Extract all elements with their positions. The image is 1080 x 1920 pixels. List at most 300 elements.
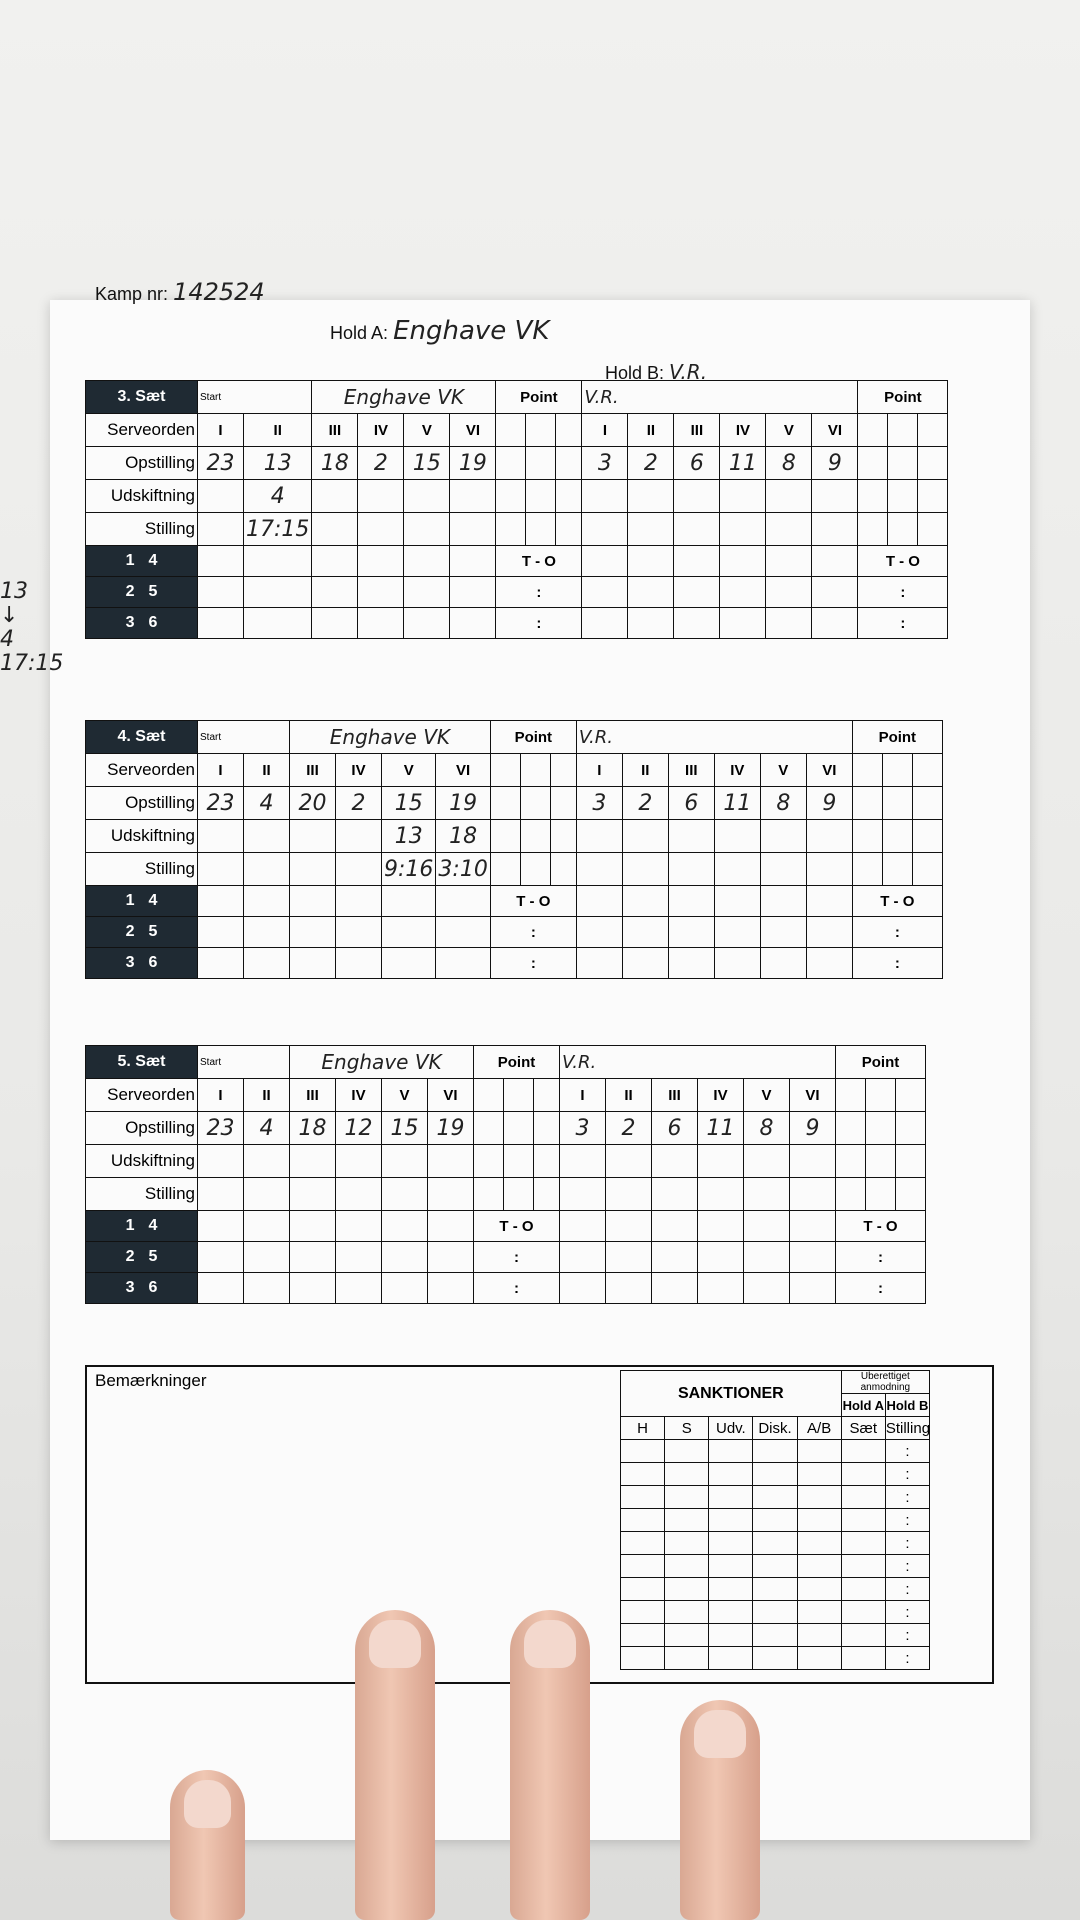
- serve-tick-cell: [806, 917, 852, 948]
- point-tally-cell: [852, 787, 882, 820]
- team-b-label: Hold B:: [605, 363, 665, 383]
- serve-tick-cell: [428, 1273, 474, 1304]
- team-a-score-cell: 9:16: [382, 853, 436, 886]
- sanctions-column-header: S: [665, 1417, 709, 1440]
- team-a-lineup-cell: 23: [198, 787, 244, 820]
- sanctions-cell: [841, 1509, 885, 1532]
- serve-tick-cell: [790, 1273, 836, 1304]
- rotation-numeral: I: [576, 754, 622, 787]
- point-tally-cell: [866, 1145, 896, 1178]
- point-tally-cell: [852, 754, 882, 787]
- sanctions-cell: :: [885, 1509, 929, 1532]
- team-b-lineup-cell: 9: [812, 447, 858, 480]
- sanctions-title: SANKTIONER: [621, 1371, 842, 1417]
- team-b-score-cell: [744, 1178, 790, 1211]
- score-sheet: [0, 278, 1030, 1840]
- serve-tick-cell: [244, 1273, 290, 1304]
- hold-a-label: Hold A: [841, 1394, 885, 1417]
- team-a-lineup-cell: 15: [382, 787, 436, 820]
- point-tally-cell: [852, 853, 882, 886]
- serve-tick-cell: [668, 948, 714, 979]
- team-a-substitution-cell: [290, 820, 336, 853]
- point-tally-cell: [490, 820, 520, 853]
- sanctions-cell: [621, 1463, 665, 1486]
- rotation-numeral: IV: [698, 1079, 744, 1112]
- team-a-substitution-cell: [198, 1145, 244, 1178]
- serve-tick-cell: [806, 886, 852, 917]
- team-a-score-cell: 17:15: [244, 513, 312, 546]
- team-a-lineup-cell: 15: [404, 447, 450, 480]
- rotation-numeral: V: [760, 754, 806, 787]
- sanctions-cell: [841, 1647, 885, 1670]
- team-b-lineup-cell: 9: [790, 1112, 836, 1145]
- sanctions-cell: [665, 1624, 709, 1647]
- sanctions-cell: [621, 1647, 665, 1670]
- timeout-cell: :: [836, 1273, 926, 1304]
- serve-tick-cell: [668, 917, 714, 948]
- serve-tick-cell: [698, 1211, 744, 1242]
- serve-tick-cell: [336, 917, 382, 948]
- team-b-lineup-cell: 2: [622, 787, 668, 820]
- serve-tick-cell: [714, 948, 760, 979]
- set-grid: [85, 720, 943, 979]
- sanctions-cell: [709, 1647, 753, 1670]
- finger: [680, 1700, 760, 1920]
- team-a-substitution-cell: [198, 820, 244, 853]
- rotation-numeral: II: [628, 414, 674, 447]
- point-tally-cell: [836, 1178, 866, 1211]
- sanctions-cell: :: [885, 1486, 929, 1509]
- serve-order-label: Serveorden: [86, 414, 198, 447]
- sanctions-cell: [841, 1601, 885, 1624]
- team-b-substitution-cell: [812, 480, 858, 513]
- point-tally-cell: [520, 820, 550, 853]
- serve-tick-cell: [560, 1242, 606, 1273]
- point-tally-cell: [534, 1079, 560, 1112]
- team-b-lineup-cell: 3: [560, 1112, 606, 1145]
- serve-round-number: 5: [148, 923, 158, 940]
- sanctions-cell: [753, 1647, 797, 1670]
- timeout-cell: :: [496, 608, 582, 639]
- serve-tick-cell: [382, 1211, 428, 1242]
- point-tally-cell: [918, 480, 948, 513]
- point-tally-cell: [852, 820, 882, 853]
- timeout-label: T - O: [858, 546, 948, 577]
- serve-tick-cell: [404, 577, 450, 608]
- team-a-lineup-cell: 23: [198, 1112, 244, 1145]
- team-a-score-cell: [336, 1178, 382, 1211]
- serve-tick-cell: [812, 608, 858, 639]
- team-a-score-cell: [450, 513, 496, 546]
- team-b-substitution-cell: [714, 820, 760, 853]
- serve-tick-cell: [760, 917, 806, 948]
- point-tally-cell: [504, 1079, 534, 1112]
- timeout-label: T - O: [490, 886, 576, 917]
- point-tally-cell: [858, 480, 888, 513]
- serve-tick-cell: [290, 1273, 336, 1304]
- serve-round-label: [86, 917, 198, 948]
- serve-tick-cell: [382, 1273, 428, 1304]
- rotation-numeral: II: [606, 1079, 652, 1112]
- team-a-substitution-cell: 13: [382, 820, 436, 853]
- set-title: 5. Sæt: [86, 1046, 198, 1079]
- timeout-cell: :: [852, 948, 942, 979]
- team-b-substitution-cell: [790, 1145, 836, 1178]
- team-a-substitution-cell: [290, 1145, 336, 1178]
- team-a-score-cell: [358, 513, 404, 546]
- serve-tick-cell: [760, 948, 806, 979]
- serve-tick-cell: [576, 917, 622, 948]
- rotation-numeral: III: [674, 414, 720, 447]
- sanctions-cell: :: [885, 1555, 929, 1578]
- serve-tick-cell: [812, 546, 858, 577]
- sanctions-cell: [709, 1463, 753, 1486]
- serve-tick-cell: [336, 1211, 382, 1242]
- lineup-label: Opstilling: [86, 1112, 198, 1145]
- point-tally-cell: [526, 480, 556, 513]
- sanctions-cell: [621, 1601, 665, 1624]
- serve-tick-cell: [244, 577, 312, 608]
- fingernail: [184, 1780, 231, 1828]
- team-b-score-cell: [698, 1178, 744, 1211]
- serve-tick-cell: [198, 1211, 244, 1242]
- team-b-substitution-cell: [560, 1145, 606, 1178]
- team-a-lineup-cell: 19: [428, 1112, 474, 1145]
- substitution-label: Udskiftning: [86, 1145, 198, 1178]
- point-tally-cell: [474, 1145, 504, 1178]
- point-tally-cell: [496, 513, 526, 546]
- team-a-substitution-cell: [198, 480, 244, 513]
- team-a-lineup-cell: 20: [290, 787, 336, 820]
- match-number-row: [95, 278, 265, 306]
- point-tally-cell: [534, 1112, 560, 1145]
- serve-round-number: 6: [148, 954, 158, 971]
- point-tally-cell: [882, 853, 912, 886]
- point-tally-cell: [918, 513, 948, 546]
- sanctions-column-header: Sæt: [841, 1417, 885, 1440]
- team-a-substitution-cell: [336, 820, 382, 853]
- margin-note-line: 17:15: [0, 651, 64, 676]
- serve-tick-cell: [560, 1211, 606, 1242]
- serve-round-label: [86, 1211, 198, 1242]
- team-a-substitution-cell: [244, 820, 290, 853]
- serve-tick-cell: [290, 1242, 336, 1273]
- team-b-score-cell: [668, 853, 714, 886]
- team-a-lineup-cell: 15: [382, 1112, 428, 1145]
- sanctions-cell: [621, 1578, 665, 1601]
- point-tally-cell: [534, 1145, 560, 1178]
- rotation-numeral: VI: [450, 414, 496, 447]
- team-b-score-cell: [576, 853, 622, 886]
- team-a-lineup-cell: 2: [358, 447, 404, 480]
- margin-note-arrow: ↓: [0, 603, 19, 628]
- serve-tick-cell: [674, 608, 720, 639]
- rotation-numeral: IV: [336, 1079, 382, 1112]
- team-b-substitution-cell: [652, 1145, 698, 1178]
- point-tally-cell: [866, 1178, 896, 1211]
- sanctions-cell: [753, 1555, 797, 1578]
- serve-tick-cell: [720, 577, 766, 608]
- team-a-substitution-cell: 18: [436, 820, 490, 853]
- rotation-numeral: II: [244, 754, 290, 787]
- serve-tick-cell: [576, 948, 622, 979]
- rotation-numeral: I: [198, 1079, 244, 1112]
- rotation-numeral: I: [560, 1079, 606, 1112]
- point-tally-cell: [896, 1112, 926, 1145]
- timeout-label: T - O: [836, 1211, 926, 1242]
- serve-tick-cell: [674, 577, 720, 608]
- team-a-set-name: Enghave VK: [312, 381, 496, 414]
- start-label: Start: [198, 1046, 290, 1079]
- sanctions-cell: [665, 1440, 709, 1463]
- rotation-numeral: IV: [720, 414, 766, 447]
- timeout-cell: :: [474, 1242, 560, 1273]
- serve-tick-cell: [336, 886, 382, 917]
- serve-tick-cell: [450, 608, 496, 639]
- point-tally-cell: [490, 754, 520, 787]
- team-a-lineup-cell: 4: [244, 1112, 290, 1145]
- serve-tick-cell: [312, 608, 358, 639]
- serve-tick-cell: [674, 546, 720, 577]
- serve-tick-cell: [290, 917, 336, 948]
- finger: [170, 1770, 245, 1920]
- team-b-score-cell: [582, 513, 628, 546]
- serve-tick-cell: [744, 1211, 790, 1242]
- rotation-numeral: I: [198, 414, 244, 447]
- serve-round-label: [86, 886, 198, 917]
- sanctions-row: [621, 1624, 930, 1647]
- serve-round-label: [86, 948, 198, 979]
- team-b-set-name: V.R.: [560, 1046, 836, 1079]
- margin-note-line: 13: [0, 579, 28, 604]
- serve-tick-cell: [652, 1242, 698, 1273]
- sanctions-cell: [709, 1440, 753, 1463]
- serve-tick-cell: [582, 546, 628, 577]
- serve-round-number: 2: [125, 583, 135, 600]
- rotation-numeral: III: [290, 754, 336, 787]
- sanctions-cell: [753, 1532, 797, 1555]
- point-tally-cell: [550, 820, 576, 853]
- serve-tick-cell: [404, 608, 450, 639]
- serve-tick-cell: [382, 917, 436, 948]
- point-tally-cell: [912, 787, 942, 820]
- serve-round-label: [86, 1242, 198, 1273]
- team-a-substitution-cell: [450, 480, 496, 513]
- sanctions-cell: [709, 1578, 753, 1601]
- point-tally-cell: [504, 1178, 534, 1211]
- serve-round-number: 5: [148, 583, 158, 600]
- point-tally-cell: [836, 1079, 866, 1112]
- point-tally-cell: [520, 787, 550, 820]
- sanctions-cell: [841, 1463, 885, 1486]
- serve-round-number: 2: [125, 923, 135, 940]
- team-b-score-cell: [766, 513, 812, 546]
- point-label-a: Point: [490, 721, 576, 754]
- serve-tick-cell: [198, 886, 244, 917]
- serve-tick-cell: [358, 577, 404, 608]
- serve-tick-cell: [628, 577, 674, 608]
- team-a-label: Hold A:: [330, 323, 389, 343]
- sanctions-cell: [665, 1555, 709, 1578]
- serve-tick-cell: [436, 917, 490, 948]
- point-tally-cell: [896, 1145, 926, 1178]
- team-a-header: [330, 316, 549, 346]
- point-tally-cell: [550, 754, 576, 787]
- sanctions-cell: [621, 1509, 665, 1532]
- sanctions-cell: [797, 1440, 841, 1463]
- team-a-lineup-cell: 18: [290, 1112, 336, 1145]
- timeout-cell: :: [836, 1242, 926, 1273]
- serve-tick-cell: [382, 886, 436, 917]
- serve-tick-cell: [714, 886, 760, 917]
- serve-tick-cell: [606, 1273, 652, 1304]
- serve-tick-cell: [622, 948, 668, 979]
- team-a-lineup-cell: 13: [244, 447, 312, 480]
- serve-tick-cell: [606, 1211, 652, 1242]
- match-number: 142524: [173, 278, 265, 306]
- lineup-label: Opstilling: [86, 447, 198, 480]
- team-b-score-cell: [812, 513, 858, 546]
- score-label: Stilling: [86, 1178, 198, 1211]
- team-a-lineup-cell: 4: [244, 787, 290, 820]
- serve-round-number: 6: [148, 614, 158, 631]
- team-a-substitution-cell: [336, 1145, 382, 1178]
- fingernail: [524, 1620, 576, 1668]
- team-a-substitution-cell: 4: [244, 480, 312, 513]
- team-b-lineup-cell: 11: [714, 787, 760, 820]
- rotation-numeral: V: [404, 414, 450, 447]
- team-b-lineup-cell: 3: [582, 447, 628, 480]
- serve-tick-cell: [336, 1242, 382, 1273]
- serve-tick-cell: [312, 577, 358, 608]
- serve-tick-cell: [198, 608, 244, 639]
- point-tally-cell: [836, 1112, 866, 1145]
- serve-round-number: 3: [125, 954, 135, 971]
- serve-tick-cell: [790, 1211, 836, 1242]
- team-b-set-name: V.R.: [582, 381, 858, 414]
- rotation-numeral: V: [382, 754, 436, 787]
- rotation-numeral: III: [652, 1079, 698, 1112]
- hold-b-label: Hold B: [885, 1394, 929, 1417]
- serve-tick-cell: [606, 1242, 652, 1273]
- team-b-substitution-cell: [806, 820, 852, 853]
- rotation-numeral: V: [766, 414, 812, 447]
- team-b-substitution-cell: [628, 480, 674, 513]
- timeout-cell: :: [490, 948, 576, 979]
- serve-tick-cell: [582, 577, 628, 608]
- sanctions-column-header: Disk.: [753, 1417, 797, 1440]
- serve-tick-cell: [198, 948, 244, 979]
- team-b-score-cell: [622, 853, 668, 886]
- sanctions-cell: [621, 1624, 665, 1647]
- sanctions-cell: :: [885, 1440, 929, 1463]
- team-a-substitution-cell: [244, 1145, 290, 1178]
- serve-order-label: Serveorden: [86, 754, 198, 787]
- rotation-numeral: VI: [806, 754, 852, 787]
- serve-tick-cell: [382, 948, 436, 979]
- serve-tick-cell: [244, 1211, 290, 1242]
- sanctions-cell: [797, 1509, 841, 1532]
- sanctions-cell: [665, 1463, 709, 1486]
- sanctions-cell: [753, 1509, 797, 1532]
- team-a-substitution-cell: [312, 480, 358, 513]
- point-tally-cell: [556, 480, 582, 513]
- team-b-score-cell: [790, 1178, 836, 1211]
- serve-tick-cell: [244, 917, 290, 948]
- team-b-lineup-cell: 6: [652, 1112, 698, 1145]
- serve-tick-cell: [744, 1273, 790, 1304]
- team-a-score-cell: [244, 1178, 290, 1211]
- sanctions-cell: [797, 1532, 841, 1555]
- point-tally-cell: [526, 513, 556, 546]
- sanctions-cell: [841, 1578, 885, 1601]
- serve-tick-cell: [628, 608, 674, 639]
- serve-round-label: [86, 577, 198, 608]
- team-b-substitution-cell: [744, 1145, 790, 1178]
- team-b-score-cell: [760, 853, 806, 886]
- set-grid: [85, 1045, 926, 1304]
- serve-tick-cell: [290, 1211, 336, 1242]
- rotation-numeral: III: [668, 754, 714, 787]
- serve-tick-cell: [698, 1273, 744, 1304]
- sanctions-cell: :: [885, 1532, 929, 1555]
- team-b-lineup-cell: 9: [806, 787, 852, 820]
- serve-tick-cell: [198, 1242, 244, 1273]
- team-a-score-cell: 3:10: [436, 853, 490, 886]
- team-a-score-cell: [198, 1178, 244, 1211]
- sanctions-cell: [753, 1486, 797, 1509]
- team-b-substitution-cell: [766, 480, 812, 513]
- team-a-score-cell: [312, 513, 358, 546]
- sanctions-column-header: H: [621, 1417, 665, 1440]
- team-a-score-cell: [382, 1178, 428, 1211]
- sanctions-cell: [841, 1440, 885, 1463]
- sanctions-cell: [797, 1578, 841, 1601]
- sanctions-cell: [709, 1486, 753, 1509]
- team-b-substitution-cell: [720, 480, 766, 513]
- timeout-cell: :: [474, 1273, 560, 1304]
- point-tally-cell: [912, 754, 942, 787]
- serve-tick-cell: [198, 917, 244, 948]
- sanctions-cell: [797, 1486, 841, 1509]
- point-tally-cell: [918, 447, 948, 480]
- point-tally-cell: [526, 447, 556, 480]
- sanctions-column-header: Stilling: [885, 1417, 929, 1440]
- serve-tick-cell: [744, 1242, 790, 1273]
- serve-tick-cell: [290, 948, 336, 979]
- team-a-score-cell: [428, 1178, 474, 1211]
- sanctions-cell: [665, 1647, 709, 1670]
- sanctions-cell: :: [885, 1601, 929, 1624]
- point-tally-cell: [520, 754, 550, 787]
- sanctions-cell: [797, 1555, 841, 1578]
- team-a-lineup-cell: 18: [312, 447, 358, 480]
- rotation-numeral: I: [198, 754, 244, 787]
- set-block-3: [85, 380, 990, 639]
- serve-round-label: [86, 608, 198, 639]
- rotation-numeral: VI: [812, 414, 858, 447]
- serve-tick-cell: [244, 886, 290, 917]
- team-a-score-cell: [198, 513, 244, 546]
- score-label: Stilling: [86, 853, 198, 886]
- team-b-score-cell: [714, 853, 760, 886]
- sanctions-column-header: A/B: [797, 1417, 841, 1440]
- serve-tick-cell: [652, 1211, 698, 1242]
- serve-tick-cell: [198, 546, 244, 577]
- serve-tick-cell: [766, 608, 812, 639]
- serve-tick-cell: [358, 608, 404, 639]
- start-label: Start: [198, 721, 290, 754]
